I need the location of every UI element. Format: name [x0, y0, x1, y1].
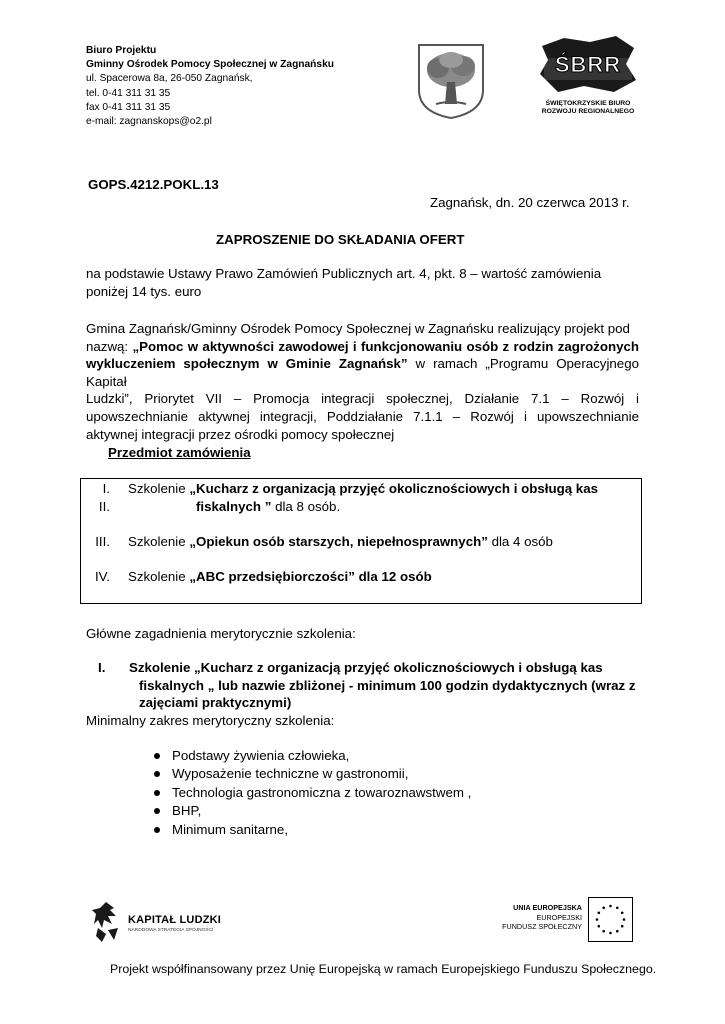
min-scope-heading: Minimalny zakres merytoryczny szkolenia:	[86, 713, 335, 728]
list-item: Technologia gastronomiczna z towaroznawstwem ,	[152, 784, 471, 802]
letterhead	[86, 44, 334, 129]
reference-number: GOPS.4212.POKL.13	[88, 177, 219, 192]
cofinance-note: Projekt współfinansowany przez Unię Europejską w ramach Europejskiego Funduszu Społecznego.	[110, 962, 657, 976]
bullet-icon	[154, 771, 160, 777]
legal-basis: na podstawie Ustawy Prawo Zamówień Publicznych art. 4, pkt. 8 – wartość zamówienia poniżej 14 tys. euro	[86, 266, 602, 299]
kapital-ludzki-icon	[92, 900, 122, 944]
intro-paragraph: Gmina Zagnańsk/Gminny Ośrodek Pomocy Społecznej w Zagnańsku realizujący projekt pod nazwą: „Pomoc w aktywności zawodowej i funkcjonowaniu osób z rodzin zagrożonych wykluczeniem społecznym w Gminie Zagnańsk” w ramach „Programu Operacyjnego Kapitał Ludzki”, Priorytet VII – Promocja integracji społecznej, Działanie 7.1 – Rozwój i upowszechnianie aktywnej integracji, Poddziałanie 7.1.1 – Rozwój i upowszechnianie aktywnej integracji przez ośrodki pomocy społecznej	[86, 321, 639, 442]
subject-item: III. Szkolenie „Opiekun osób starszych, niepełnosprawnych” dla 4 osób	[95, 534, 553, 549]
org-line-1: Biuro Projektu	[86, 45, 157, 56]
sbrr-wordmark: ŚBRR	[554, 52, 622, 77]
list-item: BHP,	[152, 802, 471, 820]
bullet-icon	[154, 753, 160, 759]
sbrr-caption: ŚWIĘTOKRZYSKIE BIURO ROZWOJU REGIONALNEGO	[541, 100, 635, 116]
list-item: Wyposażenie techniczne w gastronomii,	[152, 765, 471, 783]
eu-flag-icon	[588, 897, 633, 942]
bullet-icon	[154, 827, 160, 833]
kl-subtitle: NARODOWA STRATEGIA SPÓJNOŚCI	[128, 928, 214, 933]
bullet-icon	[154, 790, 160, 796]
subject-item: II. fiskalnych ” dla 8 osób.	[98, 499, 341, 514]
org-line-2: Gminny Ośrodek Pomocy Społecznej w Zagnańsku	[86, 59, 334, 71]
eu-caption: UNIA EUROPEJSKA EUROPEJSKI FUNDUSZ SPOŁECZNY	[502, 903, 582, 932]
scope-list	[152, 747, 471, 839]
org-address: ul. Spacerowa 8a, 26-050 Zagnańsk,	[86, 73, 253, 85]
kl-title: KAPITAŁ LUDZKI	[128, 914, 222, 926]
subject-item: IV. Szkolenie „ABC przedsiębiorczości” dla 12 osób	[94, 569, 432, 584]
bullet-icon	[154, 808, 160, 814]
kapital-ludzki-logo	[92, 900, 242, 946]
org-email: e-mail: zagnanskops@o2.pl	[86, 116, 212, 128]
page-title: ZAPROSZENIE DO SKŁADANIA OFERT	[216, 232, 465, 247]
tree-emblem-icon	[416, 42, 486, 120]
main-topics-heading: Główne zagadnienia merytorycznie szkolenia:	[86, 626, 356, 641]
list-item: Minimum sanitarne,	[152, 821, 471, 839]
subject-list	[80, 480, 640, 586]
sbrr-logo	[534, 34, 642, 124]
org-phone: tel. 0-41 311 31 35	[86, 87, 171, 99]
org-fax: fax 0-41 311 31 35	[86, 101, 171, 113]
list-item: Podstawy żywienia człowieka,	[152, 747, 471, 765]
course-1: Szkolenie „Kucharz z organizacją przyjęć okolicznościowych i obsługą kas fiskalnych „ lub nazwie zbliżonej - minimum 100 godzin dydaktycznych (wraz z zajęciami praktycznymi)	[129, 660, 636, 711]
subject-item: I. Szkolenie „Kucharz z organizacją przyjęć okolicznościowych i obsługą kas	[102, 481, 598, 496]
subject-heading: Przedmiot zamówienia	[108, 445, 251, 460]
place-date: Zagnańsk, dn. 20 czerwca 2013 r.	[430, 195, 630, 210]
course-number: I.	[98, 660, 106, 675]
